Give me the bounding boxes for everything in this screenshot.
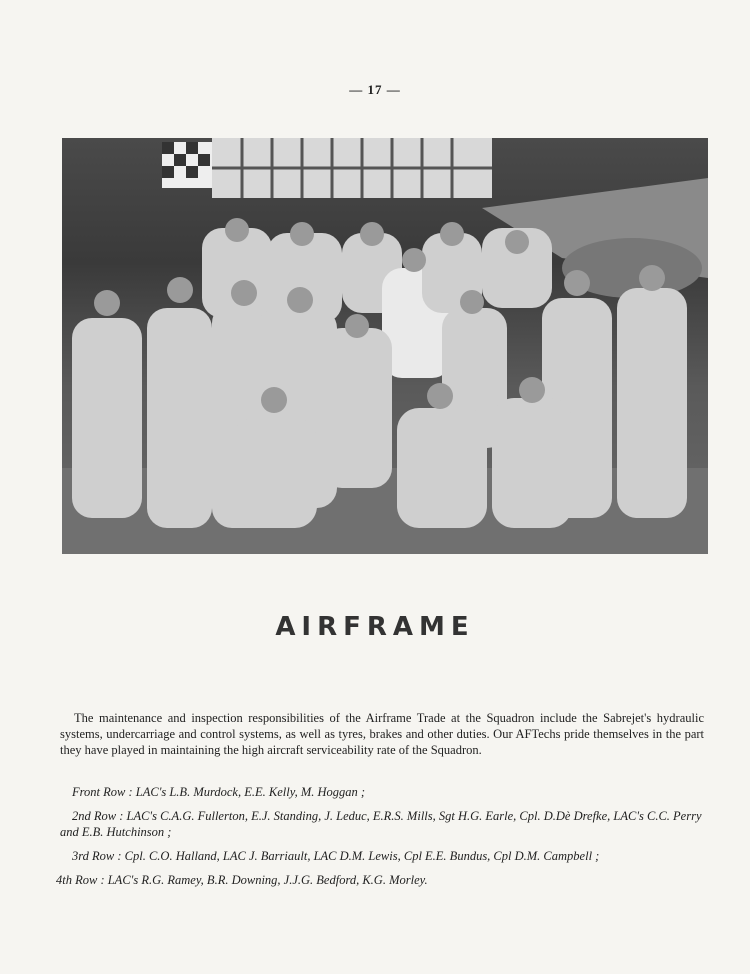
row-captions bbox=[56, 784, 704, 896]
caption-3rd-row: 3rd Row : Cpl. C.O. Halland, LAC J. Barriault, LAC D.M. Lewis, Cpl E.E. Bundus, Cpl D.M. Campbell ; bbox=[72, 849, 600, 863]
caption-4th-row: 4th Row : LAC's R.G. Ramey, B.R. Downing, J.J.G. Bedford, K.G. Morley. bbox=[56, 873, 428, 887]
group-photo-icon bbox=[62, 138, 708, 554]
group-photo bbox=[62, 138, 708, 554]
caption-front-row: Front Row : LAC's L.B. Murdock, E.E. Kelly, M. Hoggan ; bbox=[72, 785, 366, 799]
caption-2nd-row: 2nd Row : LAC's C.A.G. Fullerton, E.J. Standing, J. Leduc, E.R.S. Mills, Sgt H.G. Earle, Cpl. D.Dè Drefke, LAC's C.C. Perry and E.B. Hutchinson ; bbox=[60, 809, 702, 839]
section-title: AIRFRAME bbox=[275, 612, 475, 642]
description-paragraph: The maintenance and inspection responsibilities of the Airframe Trade at the Squadron include the Sabrejet's hydraulic systems, undercarriage and control systems, as well as tyres, brakes and other duties. Our AFTechs pride themselves in the part they have played in maintaining the high aircraft serviceability rate of the Squadron. bbox=[60, 711, 704, 757]
page-number: — 17 — bbox=[349, 82, 401, 97]
